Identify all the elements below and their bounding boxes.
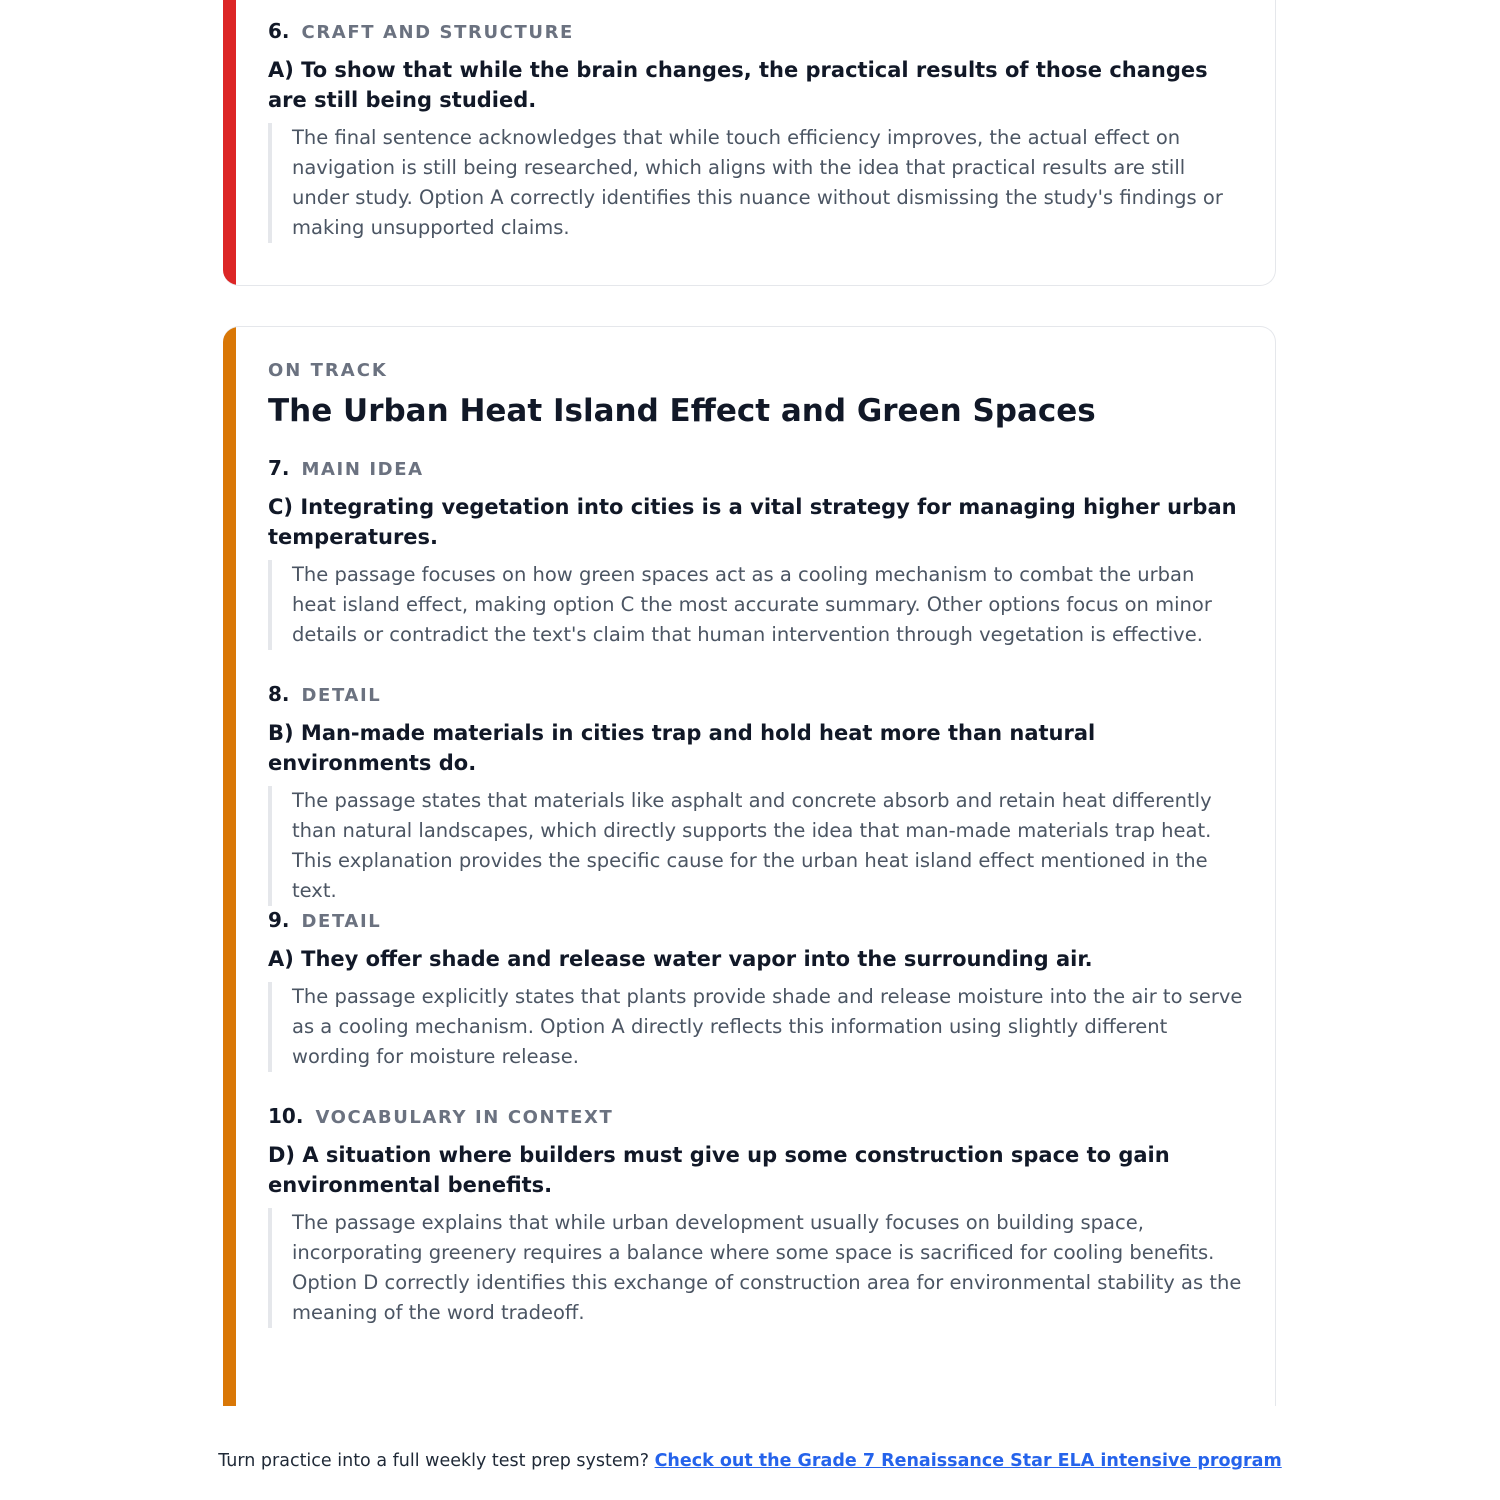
question-item bbox=[268, 908, 1243, 1072]
question-category: DETAIL bbox=[301, 911, 382, 932]
section-title: The Urban Heat Island Effect and Green Spaces bbox=[268, 393, 1096, 429]
footer-promo bbox=[0, 1451, 1500, 1471]
question-category: DETAIL bbox=[301, 685, 382, 706]
question-category: CRAFT AND STRUCTURE bbox=[301, 22, 574, 43]
question-number: 7. bbox=[268, 456, 290, 480]
answer-explanation: The passage explicitly states that plants provide shade and release moisture into the air to serve as a cooling mechanism. Option A directly reflects this information using slightly different wording for moisture release. bbox=[268, 982, 1243, 1072]
question-number: 10. bbox=[268, 1104, 304, 1128]
question-header bbox=[268, 19, 1243, 49]
answer-explanation: The passage states that materials like asphalt and concrete absorb and retain heat differently than natural landscapes, which directly supports the idea that man-made materials trap heat. This explanation provides the specific cause for the urban heat island effect mentioned in the text. bbox=[268, 786, 1243, 906]
question-header bbox=[268, 682, 1243, 712]
answer-explanation: The passage explains that while urban development usually focuses on building space, incorporating greenery requires a balance where some space is sacrificed for cooling benefits. Option D correctly identifies this exchange of construction area for environmental stability as the meaning of the word tradeoff. bbox=[268, 1208, 1243, 1328]
correct-answer: B) Man-made materials in cities trap and hold heat more than natural environments do. bbox=[268, 721, 1096, 775]
on-track-accent-bar bbox=[223, 327, 236, 1406]
question-header bbox=[268, 456, 1243, 486]
question-item bbox=[268, 1104, 1243, 1328]
answer-explanation: The final sentence acknowledges that while touch efficiency improves, the actual effect on navigation is still being researched, which aligns with the idea that practical results are still under study. Option A correctly identifies this nuance without dismissing the study's findings or making unsupported claims. bbox=[268, 123, 1243, 243]
correct-answer: C) Integrating vegetation into cities is a vital strategy for managing higher urban temperatures. bbox=[268, 495, 1237, 549]
question-item bbox=[268, 682, 1243, 906]
previous-section-card bbox=[223, 0, 1276, 286]
footer-text: Turn practice into a full weekly test prep system? bbox=[218, 1451, 655, 1471]
question-number: 9. bbox=[268, 908, 290, 932]
question-header bbox=[268, 908, 1243, 938]
question-item bbox=[268, 456, 1243, 650]
question-item bbox=[268, 19, 1243, 243]
section-status: ON TRACK bbox=[268, 360, 388, 381]
correct-answer: A) They offer shade and release water vapor into the surrounding air. bbox=[268, 947, 1093, 971]
question-category: MAIN IDEA bbox=[301, 459, 424, 480]
question-number: 6. bbox=[268, 19, 290, 43]
program-link[interactable]: Check out the Grade 7 Renaissance Star ELA intensive program bbox=[654, 1451, 1282, 1471]
question-number: 8. bbox=[268, 682, 290, 706]
section-card bbox=[223, 326, 1276, 1406]
needs-work-accent-bar bbox=[223, 0, 236, 285]
question-header bbox=[268, 1104, 1243, 1134]
question-category: VOCABULARY IN CONTEXT bbox=[315, 1107, 614, 1128]
answer-explanation: The passage focuses on how green spaces act as a cooling mechanism to combat the urban heat island effect, making option C the most accurate summary. Other options focus on minor details or contradict the text's claim that human intervention through vegetation is effective. bbox=[268, 560, 1243, 650]
correct-answer: A) To show that while the brain changes, the practical results of those changes are still being studied. bbox=[268, 58, 1208, 112]
correct-answer: D) A situation where builders must give up some construction space to gain environmental benefits. bbox=[268, 1143, 1170, 1197]
